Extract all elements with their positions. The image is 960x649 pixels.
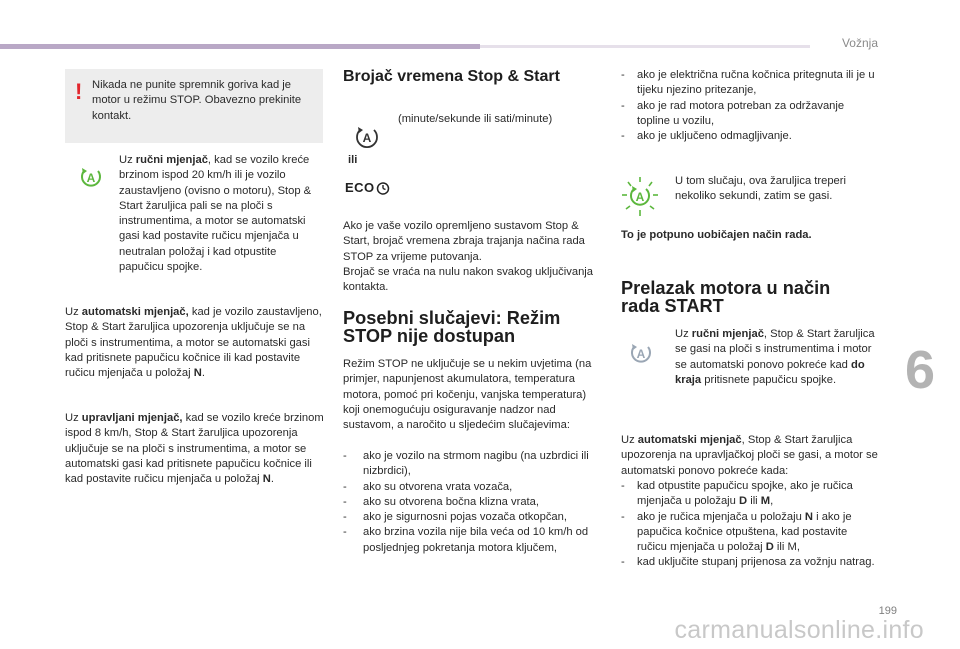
- stop-start-grey-icon: [629, 342, 653, 364]
- eco-icon: [345, 180, 390, 195]
- list-item-text: ako brzina vozila nije bila veća od 10 km/h od posljednjeg pokretanja motora ključem,: [363, 526, 589, 554]
- text-rest: kad se vozilo kreće brzinom ispod 8 km/h, Stop & Start žaruljica upozorenja uključuje se na ploči s instrumentima, a motor se automatski gasi kad pritisnete papučicu kočnice ili kad postavite ručicu mjenjača u položaj: [65, 412, 324, 486]
- text-bold: N: [262, 473, 271, 486]
- automatic-gearbox-paragraph: [65, 305, 327, 381]
- controlled-gearbox-paragraph: [65, 411, 327, 487]
- counter-description: Ako je vaše vozilo opremljeno sustavom Stop & Start, brojač vremena zbraja trajanja načina rada STOP za vrijeme putovanja. Brojač se vraća na nulu nakon svakog uključivanja kontakta.: [343, 220, 593, 294]
- text-rest: kad je vozilo zaustavljeno, Stop & Start žaruljica upozorenja uključuje se na ploči s instrumentima, a motor se automatski gasi kad pritisnete papučicu kočnice ili kad postavite ručicu mjenjača u položaj: [65, 306, 322, 380]
- text-end: pritisnete papučicu spojke.: [701, 373, 837, 386]
- flash-description: U tom slučaju, ova žaruljica treperi nekoliko sekundi, zatim se gasi.: [675, 175, 846, 203]
- list-item-text: ako je rad motora potreban za održavanje topline u vozilu,: [637, 99, 845, 127]
- list-item: - ako je uključeno odmagljivanje.: [621, 129, 879, 144]
- text-bold: ručni mjenjač: [691, 328, 764, 340]
- section-title: Vožnja: [841, 36, 878, 50]
- text-lead: Uz: [119, 154, 133, 166]
- warning-exclamation-icon: !: [75, 79, 83, 104]
- text-end: .: [201, 367, 205, 380]
- start-conditions-list: [621, 479, 879, 571]
- special-cases-intro: Režim STOP ne uključuje se u nekim uvjetima (na primjer, napunjenost akumulatora, temperatura motora, pomoć pri kočenju, vanjska temperatura) koji onemogućuju osiguravanje nadzor nad sustavom, a naročito u sljedećim slučajevima:: [343, 358, 592, 432]
- start-mode-heading-1: Prelazak motora u način: [621, 278, 831, 298]
- chapter-number: 6: [905, 340, 936, 400]
- warning-text: Nikada ne punite spremnik goriva kad je motor u režimu STOP. Obavezno prekinite kontakt.: [92, 79, 302, 122]
- manual-gearbox-paragraph: [119, 153, 324, 275]
- text-part: ,: [770, 495, 774, 508]
- text-rest: , kad se vozilo kreće brzinom ispod 20 km/h ili je vozilo zaustavljeno (ovisno o motoru), Stop & Start žaruljica pali se na ploči s instrumentima, a motor se automatski gasi kad postavite ručicu mjenjača u neutralan položaj i kad otpustite papučicu spojke.: [119, 154, 312, 274]
- list-item: - ako brzina vozila nije bila veća od 10 km/h od posljednjeg pokretanja motora ključem,: [343, 525, 596, 556]
- special-cases-list: [343, 449, 596, 556]
- list-item: - ako su otvorena bočna klizna vrata,: [343, 495, 596, 510]
- text-rest: , Stop & Start žaruljica upozorenja na upravljačkoj ploči se gasi, a motor se automatski ponovo pokreće kada:: [621, 434, 878, 477]
- text-bold: ručni mjenjač: [135, 154, 208, 166]
- special-cases-list-continued: [621, 68, 879, 144]
- text-lead: Uz: [65, 306, 79, 318]
- text-part: kad uključite stupanj prijenosa za vožnju natrag.: [637, 556, 875, 569]
- list-item: - ako je rad motora potreban za održavanje topline u vozilu,: [621, 99, 879, 130]
- text-bold: upravljani mjenjač,: [81, 412, 183, 424]
- text-part: ako je ručica mjenjača u položaju: [637, 510, 805, 523]
- svg-text:A: A: [362, 131, 372, 145]
- or-label: ili: [348, 154, 358, 166]
- text-bold: M: [760, 495, 771, 508]
- text-bold: D: [765, 541, 774, 554]
- text-end: .: [270, 473, 274, 486]
- text-bold: D: [739, 495, 748, 508]
- special-cases-heading-1: Posebni slučajevi: Režim: [343, 308, 561, 328]
- list-item: - ako je sigurnosni pojas vozača otkopčan,: [343, 510, 596, 525]
- list-item-text: ako je uključeno odmagljivanje.: [637, 130, 792, 143]
- text-part: ili: [747, 495, 761, 508]
- stop-start-flashing-icon: [621, 176, 659, 218]
- text-bold: automatski mjenjač,: [81, 306, 189, 318]
- list-item-text: ako je sigurnosni pojas vozača otkopčan,: [363, 511, 567, 524]
- text-part: i ako je papučica kočnice otpuštena, kad postavite ručicu mjenjača u položaj: [637, 510, 852, 554]
- normal-operation-note: To je potpuno uobičajen način rada.: [621, 229, 812, 241]
- list-item-text: ako je električna ručna kočnica pritegnuta ili je u tijeku njezino pritezanje,: [637, 69, 875, 97]
- list-item: - kad uključite stupanj prijenosa za vožnju natrag.: [621, 555, 879, 570]
- header-bar: [0, 44, 480, 49]
- text-part: kad otpustite papučicu spojke, ako je ručica mjenjača u položaju: [637, 480, 853, 508]
- svg-text:A: A: [86, 171, 96, 185]
- text-bold: N: [804, 510, 813, 523]
- counter-unit: (minute/sekunde ili sati/minute): [398, 113, 553, 125]
- special-cases-heading-2: STOP nije dostupan: [343, 326, 516, 346]
- header-bar-light: [480, 45, 810, 48]
- eco-clock-icon: [376, 181, 390, 195]
- list-item: - kad otpustite papučicu spojke, ako je ručica mjenjača u položaju D ili M,: [621, 479, 879, 510]
- watermark: carmanualsonline.info: [674, 616, 924, 644]
- list-item-text: ako je vozilo na strmom nagibu (na uzbrdici ili nizbrdici),: [363, 450, 589, 478]
- text-lead: Uz: [65, 412, 79, 424]
- eco-label: ECO: [345, 180, 375, 195]
- text-part: ili M,: [773, 541, 800, 554]
- list-item-text: [637, 555, 875, 570]
- text-rest: , Stop & Start žaruljica se gasi na ploči s instrumentima i motor se automatski ponovo pokreće kad: [675, 328, 875, 371]
- svg-text:A: A: [635, 190, 645, 204]
- list-item: - ako je električna ručna kočnica pritegnuta ili je u tijeku njezino pritezanje,: [621, 68, 879, 99]
- text-lead: Uz: [675, 328, 689, 340]
- list-item: - ako je ručica mjenjača u položaju N i ako je papučica kočnice otpuštena, kad postavite ručicu mjenjača u položaj D ili M,: [621, 510, 879, 556]
- start-manual-paragraph: [675, 327, 875, 388]
- list-item-text: [637, 479, 879, 510]
- svg-text:A: A: [636, 347, 646, 361]
- list-item: - ako je vozilo na strmom nagibu (na uzbrdici ili nizbrdici),: [343, 449, 596, 480]
- list-item-text: [637, 510, 879, 556]
- counter-heading: Brojač vremena Stop & Start: [343, 68, 560, 85]
- start-automatic-paragraph: [621, 433, 879, 479]
- page-number: 199: [878, 605, 897, 617]
- stop-start-icon: [354, 124, 380, 150]
- list-item-text: ako su otvorena bočna klizna vrata,: [363, 495, 539, 508]
- stop-start-green-icon: [79, 166, 103, 188]
- text-bold: N: [193, 367, 202, 380]
- start-mode-heading-2: rada START: [621, 296, 724, 316]
- text-bold: do kraja: [675, 358, 865, 386]
- text-bold: automatski mjenjač: [637, 434, 742, 446]
- text-lead: Uz: [621, 434, 635, 446]
- list-item-text: ako su otvorena vrata vozača,: [363, 480, 513, 493]
- list-item: - ako su otvorena vrata vozača,: [343, 480, 596, 495]
